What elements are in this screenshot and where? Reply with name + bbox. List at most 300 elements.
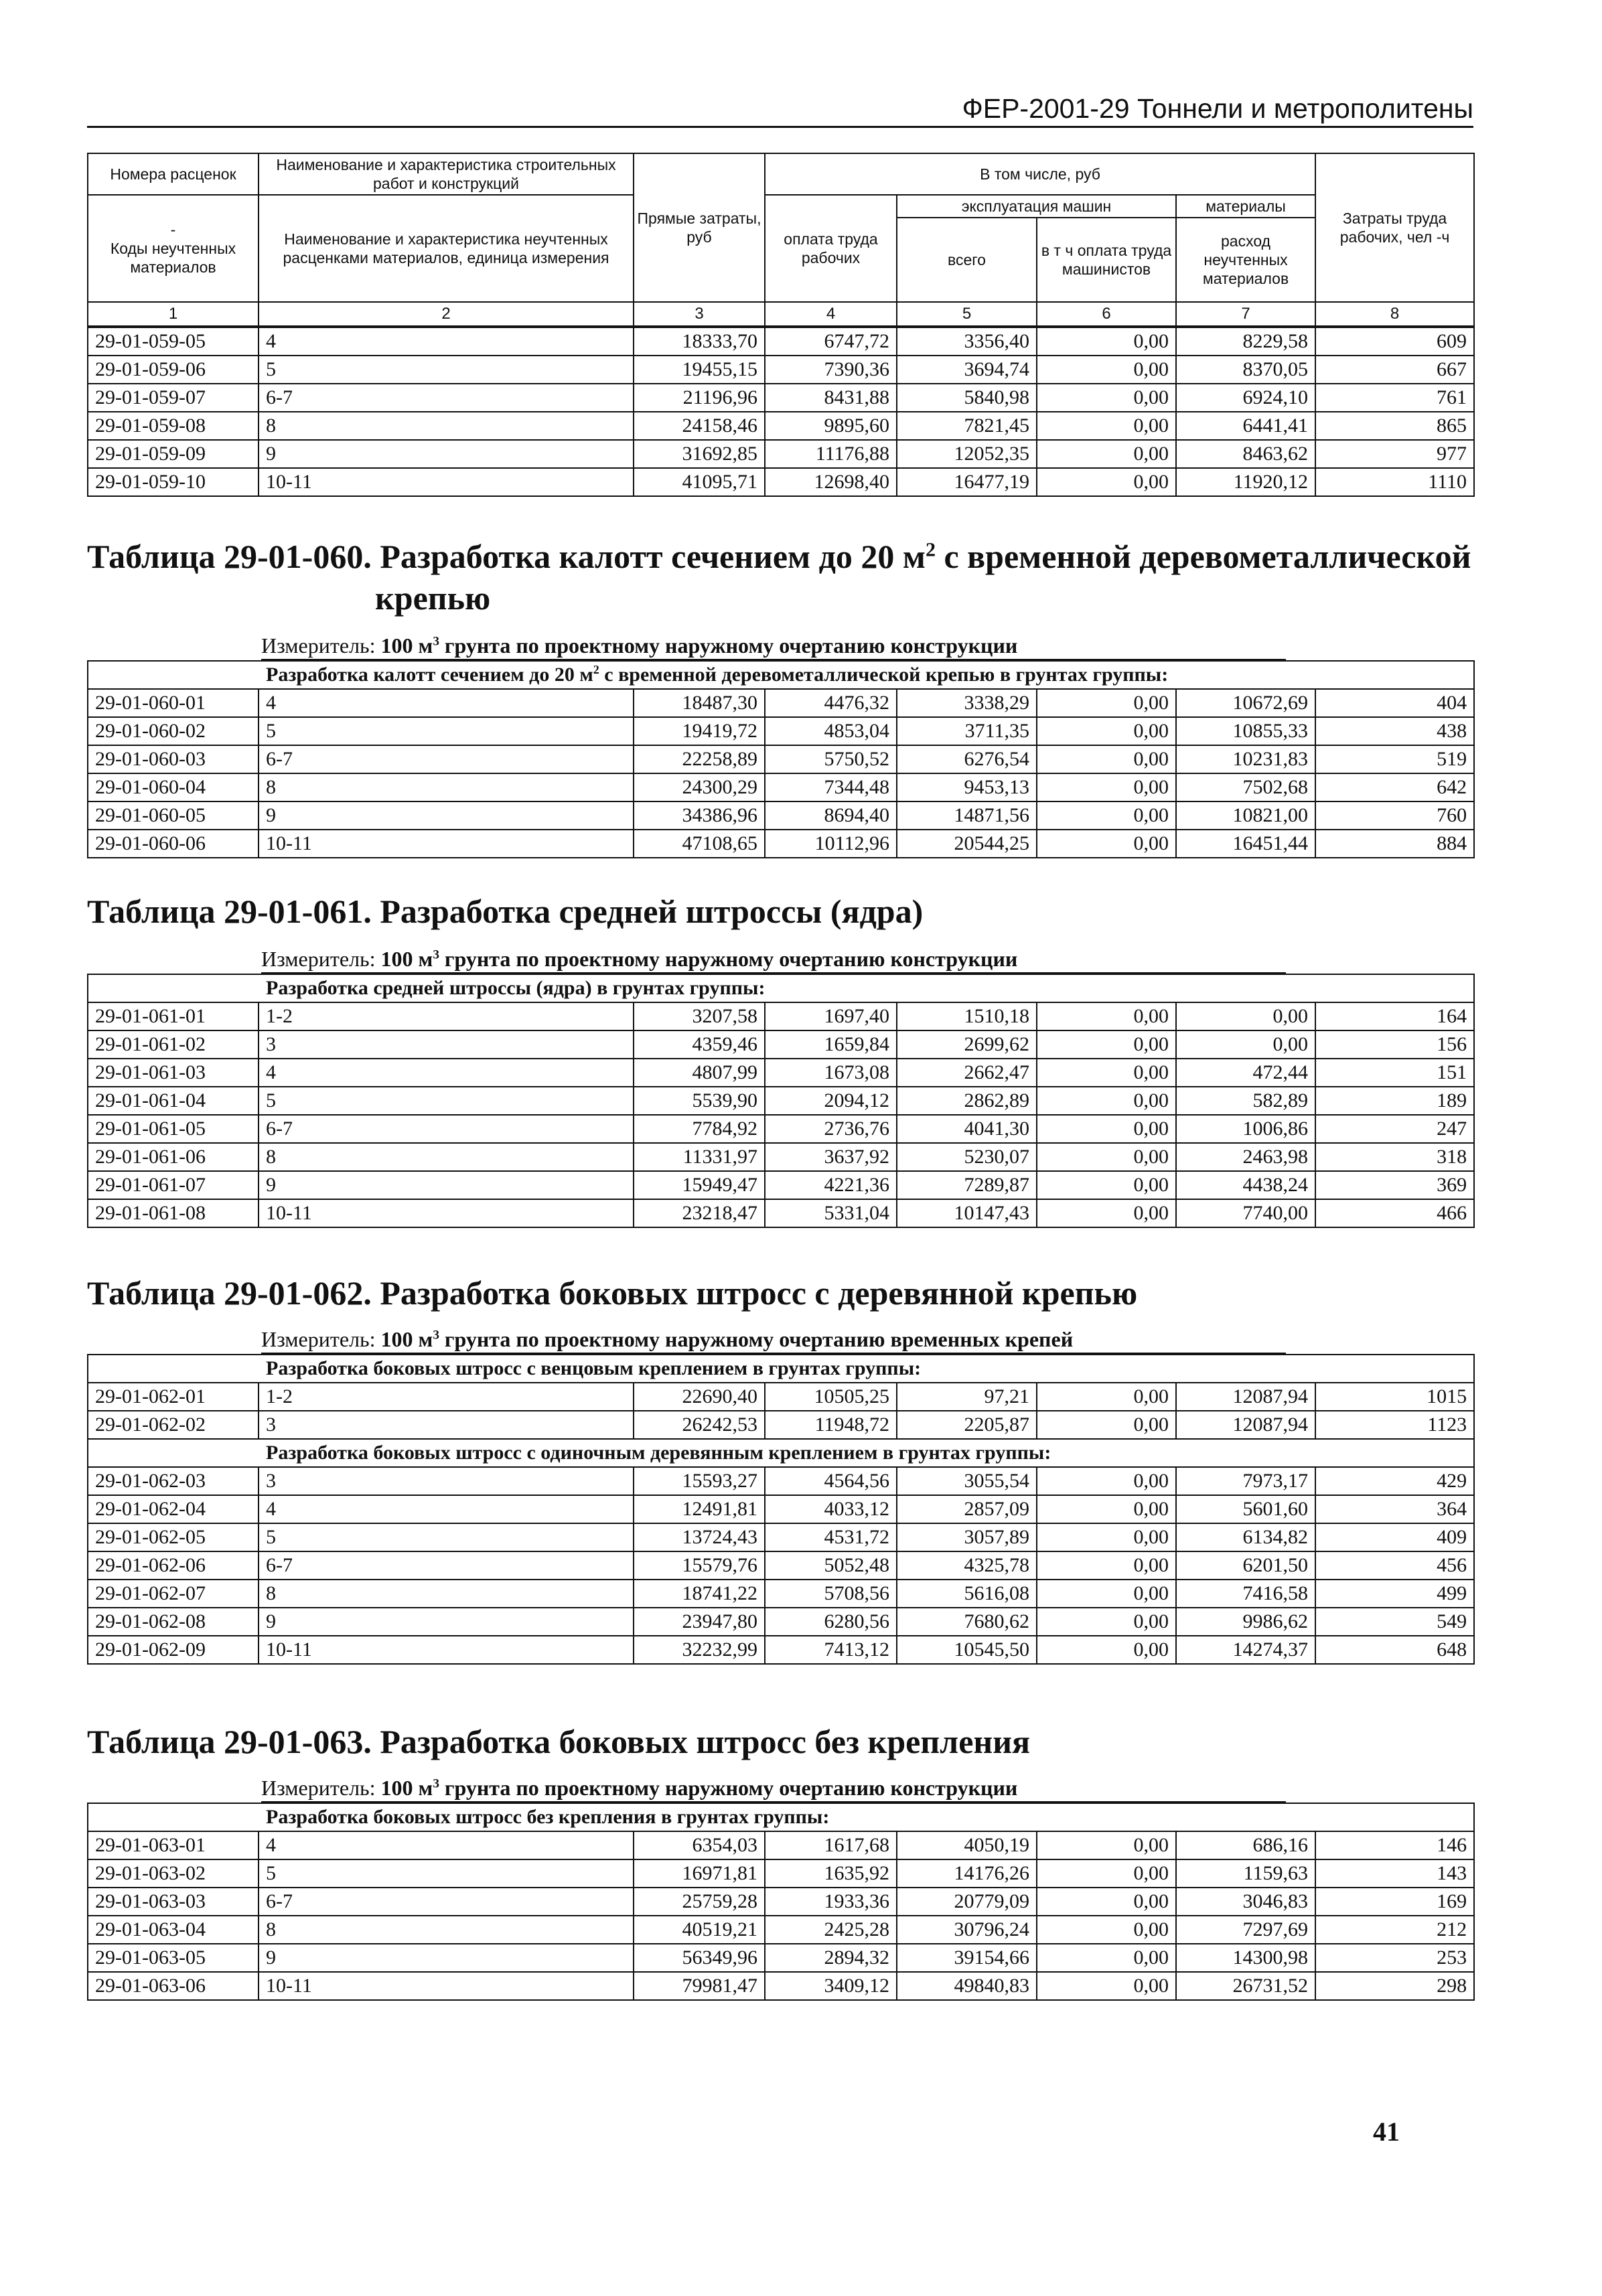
value-cell: 0,00 [1037, 1087, 1176, 1115]
value-cell: 4033,12 [765, 1495, 897, 1523]
value-cell: 20779,09 [897, 1888, 1037, 1916]
soil-group: 10-11 [259, 468, 634, 496]
header-labor-pay: оплата труда рабочих [765, 195, 897, 302]
soil-group: 3 [259, 1467, 634, 1495]
value-cell: 39154,66 [897, 1944, 1037, 1972]
value-cell: 79981,47 [634, 1972, 765, 2000]
value-cell: 0,00 [1037, 412, 1176, 440]
value-cell: 0,00 [1037, 1580, 1176, 1608]
table-062-body-1 [88, 1383, 1474, 1439]
soil-group: 10-11 [259, 830, 634, 858]
table-row [88, 1411, 1474, 1439]
section-sup: 2 [593, 663, 599, 676]
value-cell: 20544,25 [897, 830, 1037, 858]
value-cell: 0,00 [1037, 1608, 1176, 1636]
value-cell: 10545,50 [897, 1636, 1037, 1664]
rate-code: 29-01-062-08 [88, 1608, 259, 1636]
table-061 [87, 974, 1475, 1228]
value-cell: 1123 [1315, 1411, 1474, 1439]
value-cell: 4041,30 [897, 1115, 1037, 1143]
rate-code: 29-01-059-10 [88, 468, 259, 496]
value-cell: 884 [1315, 830, 1474, 858]
value-cell: 0,00 [1037, 1551, 1176, 1580]
table-row [88, 356, 1474, 384]
value-cell: 0,00 [1037, 1143, 1176, 1171]
soil-group: 9 [259, 801, 634, 830]
value-cell: 0,00 [1037, 1199, 1176, 1227]
rate-code: 29-01-062-03 [88, 1467, 259, 1495]
value-cell: 18333,70 [634, 327, 765, 356]
value-cell: 1933,36 [765, 1888, 897, 1916]
header-labor-costs: Затраты труда рабочих, чел -ч [1315, 153, 1474, 302]
value-cell: 14274,37 [1176, 1636, 1315, 1664]
value-cell: 0,00 [1037, 1171, 1176, 1199]
rate-code: 29-01-060-02 [88, 717, 259, 745]
value-cell: 26731,52 [1176, 1972, 1315, 2000]
value-cell: 146 [1315, 1831, 1474, 1859]
value-cell: 0,00 [1037, 1383, 1176, 1411]
value-cell: 2857,09 [897, 1495, 1037, 1523]
table-060-body [88, 689, 1474, 858]
meter-text: 100 м [380, 947, 433, 971]
value-cell: 7390,36 [765, 356, 897, 384]
value-cell: 4050,19 [897, 1831, 1037, 1859]
meter-text: 100 м [380, 1776, 433, 1800]
value-cell: 19455,15 [634, 356, 765, 384]
value-cell: 438 [1315, 717, 1474, 745]
value-cell: 977 [1315, 440, 1474, 468]
rate-code: 29-01-060-04 [88, 773, 259, 801]
table-061-title: Таблица 29-01-061. Разработка средней штроссы (ядра) [87, 893, 924, 930]
value-cell: 7821,45 [897, 412, 1037, 440]
soil-group: 3 [259, 1411, 634, 1439]
table-062-title: Таблица 29-01-062. Разработка боковых штросс с деревянной крепью [87, 1274, 1138, 1312]
value-cell: 369 [1315, 1171, 1474, 1199]
soil-group: 6-7 [259, 384, 634, 412]
value-cell: 519 [1315, 745, 1474, 773]
header-codes-bottom-text: Коды неучтенных материалов [110, 240, 236, 276]
meter-label: Измеритель: [261, 947, 381, 971]
section-label: Разработка боковых штросс с одиночным деревянным креплением в грунтах группы: [88, 1439, 1474, 1467]
value-cell: 1635,92 [765, 1859, 897, 1888]
soil-group: 10-11 [259, 1972, 634, 2000]
col-index: 6 [1037, 302, 1176, 326]
meter-sup: 3 [433, 1328, 439, 1343]
section-label: Разработка боковых штросс без крепления в грунтах группы: [88, 1803, 1474, 1831]
value-cell: 364 [1315, 1495, 1474, 1523]
table-059-block [87, 153, 1473, 497]
value-cell: 16971,81 [634, 1859, 765, 1888]
soil-group: 6-7 [259, 1551, 634, 1580]
section-row [88, 1803, 1474, 1831]
value-cell: 18741,22 [634, 1580, 765, 1608]
value-cell: 34386,96 [634, 801, 765, 830]
table-063-meter [261, 1774, 1286, 1803]
value-cell: 3046,83 [1176, 1888, 1315, 1916]
section-row [88, 974, 1474, 1002]
value-cell: 466 [1315, 1199, 1474, 1227]
value-cell: 3338,29 [897, 689, 1037, 717]
soil-group: 4 [259, 689, 634, 717]
rate-code: 29-01-062-02 [88, 1411, 259, 1439]
value-cell: 151 [1315, 1059, 1474, 1087]
table-060 [87, 660, 1475, 858]
table-row [88, 745, 1474, 773]
value-cell: 549 [1315, 1608, 1474, 1636]
value-cell: 47108,65 [634, 830, 765, 858]
value-cell: 97,21 [897, 1383, 1037, 1411]
section-row [88, 1355, 1474, 1383]
soil-group: 1-2 [259, 1002, 634, 1030]
col-index: 8 [1315, 302, 1474, 326]
header-including: В том числе, руб [765, 153, 1315, 195]
table-061-meter [261, 945, 1286, 974]
value-cell: 1697,40 [765, 1002, 897, 1030]
section-text: Разработка калотт сечением до 20 м [266, 664, 593, 686]
section-label [88, 661, 1474, 689]
value-cell: 15949,47 [634, 1171, 765, 1199]
soil-group: 3 [259, 1030, 634, 1059]
value-cell: 7784,92 [634, 1115, 765, 1143]
table-061-block [87, 891, 1473, 1228]
value-cell: 2894,32 [765, 1944, 897, 1972]
value-cell: 1015 [1315, 1383, 1474, 1411]
value-cell: 0,00 [1037, 440, 1176, 468]
col-index: 5 [897, 302, 1037, 326]
value-cell: 7973,17 [1176, 1467, 1315, 1495]
header-total: всего [897, 218, 1037, 302]
value-cell: 14176,26 [897, 1859, 1037, 1888]
value-cell: 582,89 [1176, 1087, 1315, 1115]
rate-code: 29-01-062-09 [88, 1636, 259, 1664]
value-cell: 0,00 [1037, 1944, 1176, 1972]
value-cell: 12087,94 [1176, 1411, 1315, 1439]
table-row [88, 801, 1474, 830]
value-cell: 0,00 [1037, 1636, 1176, 1664]
value-cell: 2094,12 [765, 1087, 897, 1115]
soil-group: 8 [259, 1580, 634, 1608]
value-cell: 1510,18 [897, 1002, 1037, 1030]
rate-code: 29-01-061-07 [88, 1171, 259, 1199]
value-cell: 2425,28 [765, 1916, 897, 1944]
value-cell: 10147,43 [897, 1199, 1037, 1227]
meter-text: грунта по проектному наружному очертанию конструкции [439, 633, 1018, 658]
table-059 [87, 327, 1475, 497]
value-cell: 11948,72 [765, 1411, 897, 1439]
value-cell: 212 [1315, 1916, 1474, 1944]
table-row [88, 1171, 1474, 1199]
value-cell: 8463,62 [1176, 440, 1315, 468]
value-cell: 0,00 [1037, 1859, 1176, 1888]
value-cell: 456 [1315, 1551, 1474, 1580]
soil-group: 5 [259, 1523, 634, 1551]
soil-group: 8 [259, 1143, 634, 1171]
value-cell: 5708,56 [765, 1580, 897, 1608]
page-number: 41 [1373, 2117, 1400, 2147]
table-062 [87, 1354, 1475, 1665]
table-row [88, 1972, 1474, 2000]
value-cell: 18487,30 [634, 689, 765, 717]
value-cell: 15593,27 [634, 1467, 765, 1495]
value-cell: 11176,88 [765, 440, 897, 468]
table-row [88, 1059, 1474, 1087]
value-cell: 7502,68 [1176, 773, 1315, 801]
value-cell: 0,00 [1037, 1467, 1176, 1495]
value-cell: 8431,88 [765, 384, 897, 412]
table-row [88, 1888, 1474, 1916]
value-cell: 10505,25 [765, 1383, 897, 1411]
value-cell: 3409,12 [765, 1972, 897, 2000]
soil-group: 8 [259, 1916, 634, 1944]
table-063-body [88, 1831, 1474, 2000]
value-cell: 4359,46 [634, 1030, 765, 1059]
value-cell: 5616,08 [897, 1580, 1037, 1608]
value-cell: 12491,81 [634, 1495, 765, 1523]
value-cell: 648 [1315, 1636, 1474, 1664]
meter-text: 100 м [380, 1327, 433, 1351]
soil-group: 8 [259, 773, 634, 801]
table-row [88, 1002, 1474, 1030]
meter-sup: 3 [433, 634, 439, 649]
table-row [88, 327, 1474, 356]
table-row [88, 1608, 1474, 1636]
value-cell: 2662,47 [897, 1059, 1037, 1087]
value-cell: 16451,44 [1176, 830, 1315, 858]
value-cell: 0,00 [1037, 689, 1176, 717]
meter-label: Измеритель: [261, 1327, 381, 1351]
value-cell: 31692,85 [634, 440, 765, 468]
value-cell: 189 [1315, 1087, 1474, 1115]
table-row [88, 1859, 1474, 1888]
value-cell: 0,00 [1037, 801, 1176, 830]
soil-group: 5 [259, 1087, 634, 1115]
value-cell: 0,00 [1037, 773, 1176, 801]
value-cell: 40519,21 [634, 1916, 765, 1944]
rate-code: 29-01-063-04 [88, 1916, 259, 1944]
table-row [88, 830, 1474, 858]
value-cell: 7416,58 [1176, 1580, 1315, 1608]
value-cell: 667 [1315, 356, 1474, 384]
rate-code: 29-01-059-06 [88, 356, 259, 384]
header-machine-ops: эксплуатация машин [897, 195, 1176, 218]
value-cell: 0,00 [1037, 830, 1176, 858]
header-dash: - [170, 221, 176, 238]
meter-text: грунта по проектному наружному очертанию временных крепей [439, 1327, 1074, 1351]
table-060-meter [261, 632, 1286, 660]
rate-code: 29-01-062-07 [88, 1580, 259, 1608]
table-row [88, 1199, 1474, 1227]
value-cell: 1006,86 [1176, 1115, 1315, 1143]
table-row [88, 1831, 1474, 1859]
value-cell: 0,00 [1037, 1888, 1176, 1916]
value-cell: 6354,03 [634, 1831, 765, 1859]
rate-code: 29-01-061-01 [88, 1002, 259, 1030]
value-cell: 30796,24 [897, 1916, 1037, 1944]
value-cell: 0,00 [1037, 384, 1176, 412]
soil-group: 6-7 [259, 745, 634, 773]
value-cell: 7297,69 [1176, 1916, 1315, 1944]
value-cell: 9986,62 [1176, 1608, 1315, 1636]
document-title: ФЕР-2001-29 Тоннели и метрополитены [962, 93, 1473, 124]
value-cell: 12052,35 [897, 440, 1037, 468]
table-row [88, 468, 1474, 496]
rate-code: 29-01-059-09 [88, 440, 259, 468]
table-060-block [87, 536, 1473, 858]
soil-group: 1-2 [259, 1383, 634, 1411]
value-cell: 760 [1315, 801, 1474, 830]
soil-group: 5 [259, 717, 634, 745]
table-row [88, 1636, 1474, 1664]
value-cell: 15579,76 [634, 1551, 765, 1580]
value-cell: 4853,04 [765, 717, 897, 745]
rate-code: 29-01-063-02 [88, 1859, 259, 1888]
value-cell: 6747,72 [765, 327, 897, 356]
value-cell: 25759,28 [634, 1888, 765, 1916]
soil-group: 6-7 [259, 1888, 634, 1916]
meter-sup: 3 [433, 947, 439, 962]
value-cell: 0,00 [1037, 327, 1176, 356]
rate-code: 29-01-061-05 [88, 1115, 259, 1143]
value-cell: 12087,94 [1176, 1383, 1315, 1411]
value-cell: 3207,58 [634, 1002, 765, 1030]
value-cell: 11331,97 [634, 1143, 765, 1171]
rate-code: 29-01-063-06 [88, 1972, 259, 2000]
table-row [88, 1551, 1474, 1580]
value-cell: 7413,12 [765, 1636, 897, 1664]
value-cell: 5750,52 [765, 745, 897, 773]
value-cell: 0,00 [1037, 1030, 1176, 1059]
rate-code: 29-01-059-07 [88, 384, 259, 412]
header-operators: в т ч оплата труда машинистов [1037, 218, 1176, 302]
meter-text: грунта по проектному наружному очертанию конструкции [439, 947, 1018, 971]
value-cell: 9453,13 [897, 773, 1037, 801]
value-cell: 13724,43 [634, 1523, 765, 1551]
title-text: Таблица 29-01-060. Разработка калотт сечением до 20 м [87, 538, 926, 575]
value-cell: 499 [1315, 1580, 1474, 1608]
value-cell: 156 [1315, 1030, 1474, 1059]
rate-code: 29-01-061-04 [88, 1087, 259, 1115]
table-row [88, 1580, 1474, 1608]
value-cell: 2736,76 [765, 1115, 897, 1143]
rate-code: 29-01-061-06 [88, 1143, 259, 1171]
meter-text: грунта по проектному наружному очертанию конструкции [439, 1776, 1018, 1800]
table-row [88, 1916, 1474, 1944]
value-cell: 14300,98 [1176, 1944, 1315, 1972]
value-cell: 609 [1315, 327, 1474, 356]
rate-code: 29-01-060-06 [88, 830, 259, 858]
value-cell: 8229,58 [1176, 327, 1315, 356]
soil-group: 4 [259, 1495, 634, 1523]
value-cell: 0,00 [1037, 468, 1176, 496]
table-063 [87, 1803, 1475, 2001]
section-label: Разработка средней штроссы (ядра) в грунтах группы: [88, 974, 1474, 1002]
value-cell: 1617,68 [765, 1831, 897, 1859]
table-062-body-2 [88, 1467, 1474, 1664]
header-materials: материалы [1176, 195, 1315, 218]
value-cell: 10855,33 [1176, 717, 1315, 745]
value-cell: 1110 [1315, 468, 1474, 496]
value-cell: 4221,36 [765, 1171, 897, 1199]
col-index: 4 [765, 302, 897, 326]
table-061-body [88, 1002, 1474, 1227]
column-index-row [88, 302, 1474, 326]
value-cell: 23947,80 [634, 1608, 765, 1636]
rate-code: 29-01-062-01 [88, 1383, 259, 1411]
table-row [88, 1467, 1474, 1495]
value-cell: 0,00 [1037, 1002, 1176, 1030]
table-row [88, 773, 1474, 801]
value-cell: 7740,00 [1176, 1199, 1315, 1227]
rate-code: 29-01-062-04 [88, 1495, 259, 1523]
meter-sup: 3 [433, 1776, 439, 1791]
value-cell: 143 [1315, 1859, 1474, 1888]
value-cell: 49840,83 [897, 1972, 1037, 2000]
value-cell: 4564,56 [765, 1467, 897, 1495]
value-cell: 409 [1315, 1523, 1474, 1551]
table-row [88, 1115, 1474, 1143]
rate-code: 29-01-059-05 [88, 327, 259, 356]
value-cell: 7344,48 [765, 773, 897, 801]
value-cell: 5840,98 [897, 384, 1037, 412]
value-cell: 23218,47 [634, 1199, 765, 1227]
column-header [87, 153, 1475, 327]
value-cell: 7289,87 [897, 1171, 1037, 1199]
value-cell: 0,00 [1037, 1059, 1176, 1087]
value-cell: 404 [1315, 689, 1474, 717]
rate-code: 29-01-063-05 [88, 1944, 259, 1972]
value-cell: 3356,40 [897, 327, 1037, 356]
value-cell: 6201,50 [1176, 1551, 1315, 1580]
value-cell: 16477,19 [897, 468, 1037, 496]
table-062-block [87, 1272, 1473, 1665]
value-cell: 0,00 [1176, 1002, 1315, 1030]
value-cell: 1159,63 [1176, 1859, 1315, 1888]
value-cell: 298 [1315, 1972, 1474, 2000]
value-cell: 21196,96 [634, 384, 765, 412]
page-header [87, 92, 1473, 128]
value-cell: 2699,62 [897, 1030, 1037, 1059]
table-060-title [87, 536, 1473, 619]
rate-code: 29-01-063-01 [88, 1831, 259, 1859]
soil-group: 4 [259, 1831, 634, 1859]
soil-group: 5 [259, 1859, 634, 1888]
value-cell: 5331,04 [765, 1199, 897, 1227]
value-cell: 1673,08 [765, 1059, 897, 1087]
table-row [88, 1523, 1474, 1551]
value-cell: 4476,32 [765, 689, 897, 717]
rate-code: 29-01-060-05 [88, 801, 259, 830]
value-cell: 686,16 [1176, 1831, 1315, 1859]
rate-code: 29-01-060-01 [88, 689, 259, 717]
value-cell: 9895,60 [765, 412, 897, 440]
value-cell: 19419,72 [634, 717, 765, 745]
section-row [88, 1439, 1474, 1467]
rate-code: 29-01-062-06 [88, 1551, 259, 1580]
table-row [88, 1495, 1474, 1523]
value-cell: 2862,89 [897, 1087, 1037, 1115]
soil-group: 9 [259, 1171, 634, 1199]
value-cell: 0,00 [1037, 717, 1176, 745]
value-cell: 10112,96 [765, 830, 897, 858]
table-row [88, 440, 1474, 468]
value-cell: 0,00 [1037, 1916, 1176, 1944]
soil-group: 4 [259, 1059, 634, 1087]
value-cell: 0,00 [1037, 1115, 1176, 1143]
value-cell: 0,00 [1176, 1030, 1315, 1059]
value-cell: 10821,00 [1176, 801, 1315, 830]
value-cell: 429 [1315, 1467, 1474, 1495]
value-cell: 3637,92 [765, 1143, 897, 1171]
